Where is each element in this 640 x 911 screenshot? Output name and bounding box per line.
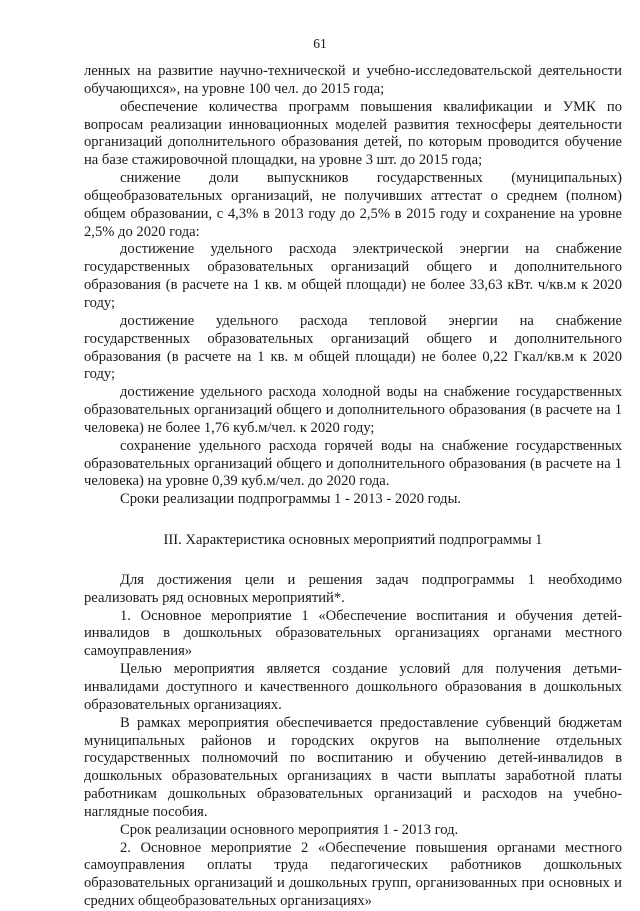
page-number: 61 bbox=[313, 36, 327, 51]
paragraph-measure-1-subventions: В рамках мероприятия обеспечивается предоставление субвенций бюджетам муниципальных районов и городских округов на выполнение отдельных государственных полномочий по воспитанию и обучению детей-инвалидов в дошкольных образовательных организациях в части выплаты заработной платы работникам дошкольных образовательных организаций и расходов на учебно-наглядные пособия. bbox=[84, 714, 622, 820]
paragraph-intro: Для достижения цели и решения задач подпрограммы 1 необходимо реализовать ряд основных мероприятий*. bbox=[84, 571, 622, 606]
document-body bbox=[84, 63, 622, 911]
paragraph-cold-water: достижение удельного расхода холодной воды на снабжение государственных образовательных организаций общего и дополнительного образования (в расчете на 1 человека) не более 1,76 куб.м/чел. к 2020 году; bbox=[84, 384, 622, 436]
paragraph-measure-2-title: 2. Основное мероприятие 2 «Обеспечение повышения органами местного самоуправления оплаты труда педагогических работников дошкольных образовательных организаций и дошкольных групп, организованных при основных и средних общеобразовательных организациях» bbox=[84, 839, 622, 910]
paragraph-electricity: достижение удельного расхода электрической энергии на снабжение государственных образовательных организаций общего и дополнительного образования (в расчете на 1 кв. м общей площади) не более 33,63 кВт. ч/кв.м к 2020 году; bbox=[84, 241, 622, 311]
paragraph-heat: достижение удельного расхода тепловой энергии на снабжение государственных образовательных организаций общего и дополнительного образования (в расчете на 1 кв. м общей площади) не более 0,22 Гкал/кв.м к 2020 году; bbox=[84, 312, 622, 383]
section-heading: III. Характеристика основных мероприятий подпрограммы 1 bbox=[163, 532, 543, 549]
paragraph-umk-programs: обеспечение количества программ повышения квалификации и УМК по вопросам реализации инновационных моделей развития техносферы деятельности организаций дополнительного образования детей, по которым проводится обучение на базе стажировочной площадки, на уровне 3 шт. до 2015 года; bbox=[84, 98, 622, 169]
paragraph-continuation: ленных на развитие научно-технической и учебно-исследовательской деятельности обучающихся», на уровне 100 чел. до 2015 года; bbox=[84, 63, 622, 97]
paragraph-measure-1-period: Срок реализации основного мероприятия 1 - 2013 год. bbox=[120, 821, 459, 838]
paragraph-measure-1-title: 1. Основное мероприятие 1 «Обеспечение воспитания и обучения детей-инвалидов в дошкольных образовательных организациях органами местного самоуправления» bbox=[84, 607, 622, 660]
paragraph-hot-water: сохранение удельного расхода горячей воды на снабжение государственных образовательных организаций общего и дополнительного образования (в расчете на 1 человека) на уровне 0,39 куб.м/чел. до 2020 года. bbox=[84, 437, 622, 490]
paragraph-measure-1-goal: Целью мероприятия является создание условий для получения детьми-инвалидами доступного и качественного дошкольного образования в дошкольных образовательных организациях. bbox=[84, 661, 622, 713]
paragraph-implementation-period: Сроки реализации подпрограммы 1 - 2013 - 2020 годы. bbox=[120, 491, 462, 508]
paragraph-graduates-share: снижение доли выпускников государственных (муниципальных) общеобразовательных организаций, не получивших аттестат о среднем (полном) общем образовании, с 4,3% в 2013 году до 2,5% в 2015 году и сохранение на уровне 2,5% до 2020 года: bbox=[84, 170, 622, 240]
